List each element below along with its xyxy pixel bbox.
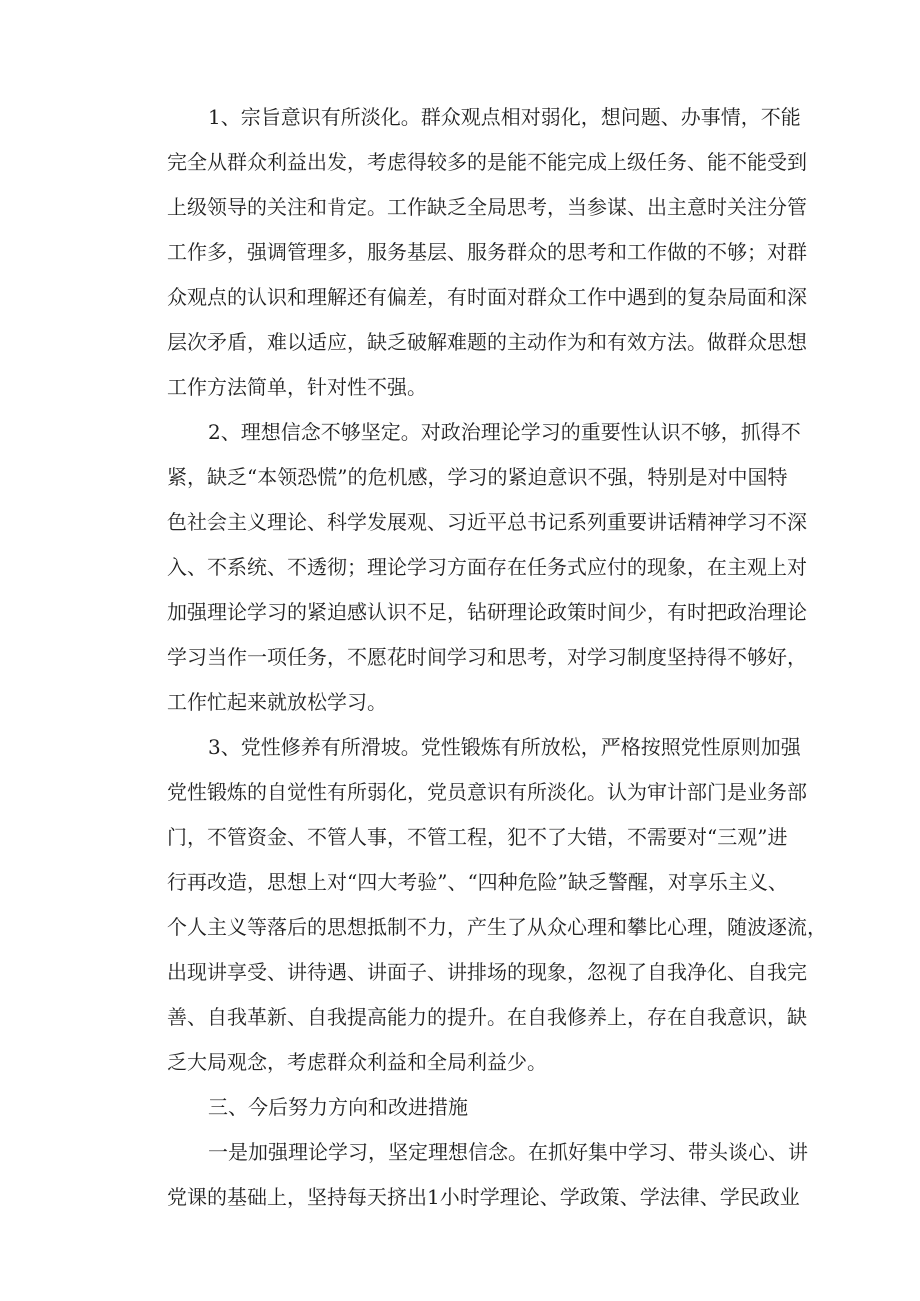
text-line: 完全从群众利益出发，考虑得较多的是能不能完成上级任务、能不能受到	[167, 150, 807, 174]
paragraph-4	[167, 1130, 808, 1220]
text-line: 乏大局观念，考虑群众利益和全局利益少。	[167, 1050, 547, 1074]
document-body	[167, 95, 827, 1220]
text-line: 加强理论学习的紧迫感认识不足，钻研理论政策时间少，有时把政治理论	[167, 600, 807, 624]
text-line: 工作忙起来就放松学习。	[167, 690, 387, 714]
text-line: 2、理想信念不够坚定。对政治理论学习的重要性认识不够，抓得不	[208, 420, 801, 444]
text-line: 党课的基础上，坚持每天挤出1小时学理论、学政策、学法律、学民政业	[167, 1185, 800, 1209]
text-line: 党性锻炼的自觉性有所弱化，党员意识有所淡化。认为审计部门是业务部	[167, 780, 807, 804]
paragraph-1	[167, 95, 807, 410]
text-line: 个人主义等落后的思想抵制不力，产生了从众心理和攀比心理，随波逐流，	[167, 915, 827, 939]
text-line: 学习当作一项任务，不愿花时间学习和思考，对学习制度坚持得不够好，	[167, 645, 807, 669]
text-line: 层次矛盾，难以适应，缺乏破解难题的主动作为和有效方法。做群众思想	[167, 330, 807, 354]
text-line: 门，不管资金、不管人事，不管工程，犯不了大错，不需要对“三观”进	[167, 825, 788, 849]
paragraph-3	[167, 725, 827, 1085]
text-line: 行再改造，思想上对“四大考验”、“四种危险”缺乏警醒，对享乐主义、	[167, 870, 788, 894]
text-line: 工作多，强调管理多，服务基层、服务群众的思考和工作做的不够；对群	[167, 240, 807, 264]
section-heading	[167, 1085, 757, 1130]
text-line: 紧，缺乏“本领恐慌”的危机感，学习的紧迫意识不强，特别是对中国特	[167, 465, 788, 489]
text-line: 3、党性修养有所滑坡。党性锻炼有所放松，严格按照党性原则加强	[208, 735, 801, 759]
text-line: 一是加强理论学习，坚定理想信念。在抓好集中学习、带头谈心、讲	[208, 1140, 808, 1164]
text-line: 出现讲享受、讲待遇、讲面子、讲排场的现象，忽视了自我净化、自我完	[167, 960, 807, 984]
text-line: 工作方法简单，针对性不强。	[167, 375, 427, 399]
text-line: 善、自我革新、自我提高能力的提升。在自我修养上，存在自我意识，缺	[167, 1005, 807, 1029]
paragraph-2	[167, 410, 807, 725]
text-line: 1、宗旨意识有所淡化。群众观点相对弱化，想问题、办事情，不能	[208, 105, 801, 129]
text-line: 众观点的认识和理解还有偏差，有时面对群众工作中遇到的复杂局面和深	[167, 285, 807, 309]
text-line: 入、不系统、不透彻；理论学习方面存在任务式应付的现象，在主观上对	[167, 555, 807, 579]
text-line: 上级领导的关注和肯定。工作缺乏全局思考，当参谋、出主意时关注分管	[167, 195, 807, 219]
text-line: 色社会主义理论、科学发展观、习近平总书记系列重要讲话精神学习不深	[167, 510, 807, 534]
heading-text: 三、今后努力方向和改进措施	[208, 1095, 468, 1119]
